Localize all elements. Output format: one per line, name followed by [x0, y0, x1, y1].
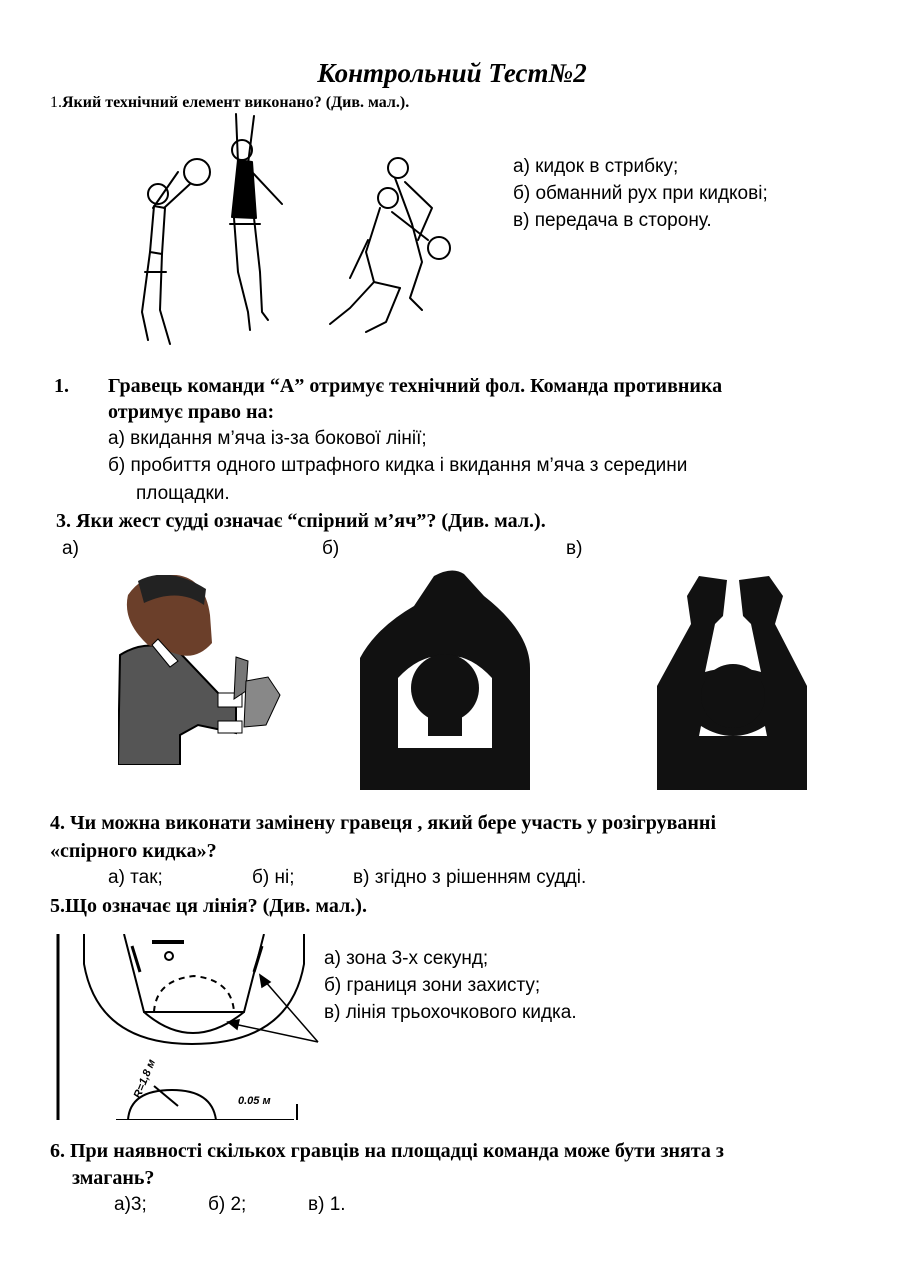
question-1 [50, 94, 409, 112]
question-6-text-line-2: змагань? [72, 1167, 155, 1189]
question-4-option-a: а) так; [108, 867, 163, 888]
question-1-number: 1. [50, 94, 62, 111]
question-3-label-c: в) [566, 538, 583, 559]
question-4-text-line-2: «спірного кидка»? [50, 840, 217, 862]
question-2-option-b-continued: площадки. [136, 483, 230, 504]
referee-gesture-c-illustration [657, 576, 809, 790]
court-radius-label: R=1,8 м [131, 1057, 159, 1101]
question-2-option-a: а) вкидання м’яча із-за бокової лінії; [108, 428, 427, 449]
question-3-label-b: б) [322, 538, 340, 559]
question-1-option-c: в) передача в сторону. [513, 210, 712, 231]
referee-gesture-a-illustration [118, 575, 293, 765]
question-3-label-a: а) [62, 538, 79, 559]
question-4-option-b: б) ні; [252, 867, 295, 888]
question-2-option-b: б) пробиття одного штрафного кидка і вкидання м’яча з середини [108, 455, 688, 476]
court-line-width-label: 0.05 м [238, 1095, 271, 1107]
question-6-option-b: б) 2; [208, 1194, 247, 1215]
question-5-option-b: б) границя зони захисту; [324, 975, 541, 996]
question-2-text-line-1: Гравець команди “А” отримує технічний фол. Команда противника [108, 375, 723, 397]
question-1-option-a: а) кидок в стрибку; [513, 156, 679, 177]
question-4-option-c: в) згідно з рішенням судді. [353, 867, 587, 888]
referee-gesture-b-illustration [360, 568, 530, 790]
question-6-option-c: в) 1. [308, 1194, 346, 1215]
page-title: Контрольний Тест№2 [317, 58, 587, 88]
question-5-option-c: в) лінія трьохочкового кидка. [324, 1002, 577, 1023]
question-3-text: 3. Яки жест судді означає “спірний м’яч”? (Див. мал.). [56, 510, 546, 532]
question-2-number: 1. [54, 375, 69, 397]
question-1-text: Який технічний елемент виконано? (Див. мал.). [62, 94, 410, 111]
basketball-players-illustration [50, 112, 500, 357]
question-2-text-line-2: отримує право на: [108, 401, 275, 423]
question-5-option-a: а) зона 3-х секунд; [324, 948, 489, 969]
question-4-text-line-1: 4. Чи можна виконати замінену гравеця , який бере участь у розігруванні [50, 812, 717, 834]
court-pointer-arrows [224, 972, 324, 1048]
question-6-option-a: а)3; [114, 1194, 147, 1215]
question-5-text: 5.Що означає ця лінія? (Див. мал.). [50, 895, 367, 917]
question-6-text-line-1: 6. При наявності скількох гравців на площадці команда може бути знята з [50, 1140, 724, 1162]
question-1-option-b: б) обманний рух при кидкові; [513, 183, 768, 204]
